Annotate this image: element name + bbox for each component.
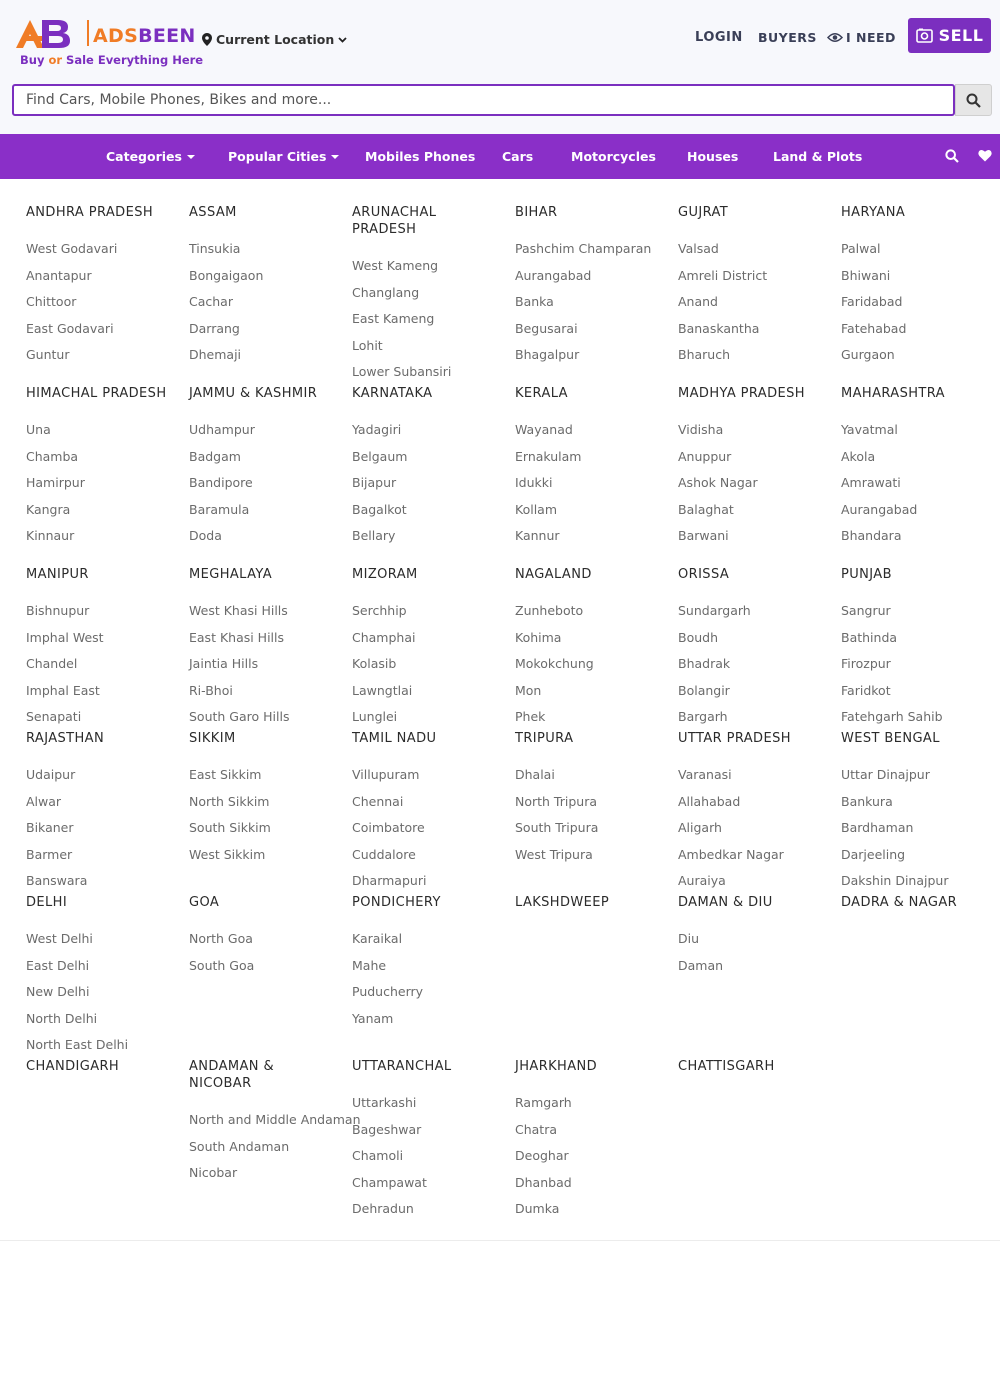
state-title[interactable]: TRIPURA [515, 731, 574, 746]
state-title[interactable]: HARYANA [841, 205, 906, 220]
city-link[interactable]: Changlang [352, 284, 420, 300]
state-block [841, 204, 991, 373]
logo-mark-icon [12, 16, 72, 50]
state-block [841, 730, 991, 899]
state-block [26, 1058, 176, 1094]
state-title[interactable]: MANIPUR [26, 567, 89, 582]
nav-categories-dropdown[interactable] [106, 149, 195, 164]
city-link[interactable]: Banaskantha [678, 320, 760, 336]
state-block [189, 566, 339, 735]
city-link[interactable]: Ernakulam [515, 448, 582, 464]
city-list [841, 421, 991, 554]
state-title[interactable]: DADRA & NAGAR [841, 895, 958, 910]
city-link[interactable]: Boudh [678, 629, 719, 645]
state-block [26, 730, 176, 899]
city-link[interactable]: Ashok Nagar [678, 475, 758, 490]
city-link[interactable]: Akola [841, 448, 876, 464]
city-list [352, 257, 502, 390]
city-link[interactable]: North Sikkim [189, 793, 270, 809]
state-title[interactable]: GUJRAT [678, 205, 729, 220]
state-title[interactable]: JHARKHAND [515, 1059, 598, 1074]
city-link[interactable]: Bagalkot [352, 501, 407, 517]
nav-mobiles-phones[interactable]: Mobiles Phones [365, 149, 476, 164]
state-block [515, 385, 665, 554]
city-link[interactable]: Bhandara [841, 528, 902, 543]
city-link[interactable]: Lower Subansiri [352, 364, 452, 379]
state-title[interactable]: PONDICHERY [352, 895, 441, 910]
city-list [352, 1094, 502, 1227]
city-link[interactable]: Uttar Dinajpur [841, 767, 930, 782]
caret-down-icon [331, 155, 339, 159]
city-link[interactable]: Phek [515, 709, 546, 724]
city-link[interactable]: East Godavari [26, 320, 114, 336]
city-list [189, 421, 339, 554]
city-link[interactable]: Ri-Bhoi [189, 682, 233, 698]
city-link[interactable]: Nicobar [189, 1165, 238, 1180]
city-link[interactable]: Bharuch [678, 347, 731, 362]
city-link[interactable]: Serchhip [352, 603, 407, 618]
city-link[interactable]: Bellary [352, 528, 396, 543]
state-title[interactable]: ORISSA [678, 567, 730, 582]
city-link[interactable]: South Sikkim [189, 820, 271, 835]
map-marker-icon [202, 33, 212, 46]
state-block [515, 204, 665, 373]
city-list [189, 602, 339, 735]
city-list [678, 930, 828, 983]
city-link[interactable]: Lohit [352, 337, 383, 353]
state-title[interactable]: JAMMU & KASHMIR [189, 386, 318, 401]
city-link[interactable]: Dhalai [515, 767, 555, 782]
city-list [678, 240, 828, 373]
city-link[interactable]: Bolangir [678, 682, 730, 698]
city-link[interactable]: Wayanad [515, 422, 573, 437]
city-link[interactable]: Imphal West [26, 629, 104, 645]
city-link[interactable]: Anand [678, 294, 718, 309]
state-block [515, 1058, 665, 1227]
state-block [352, 1058, 502, 1227]
city-link[interactable]: Yadagiri [352, 422, 402, 437]
city-link[interactable]: Bishnupur [26, 603, 90, 618]
city-list [841, 602, 991, 735]
state-block [352, 894, 502, 1036]
city-link[interactable]: Banka [515, 294, 554, 309]
city-list [352, 930, 502, 1036]
logo-separator [87, 20, 89, 46]
state-block [26, 385, 176, 554]
state-title[interactable]: NAGALAND [515, 567, 592, 582]
state-title[interactable]: MAHARASHTRA [841, 386, 945, 401]
city-link[interactable]: Diu [678, 931, 700, 946]
city-link[interactable]: Uttarkashi [352, 1095, 417, 1110]
city-link[interactable]: Dumka [515, 1201, 560, 1216]
state-title[interactable]: WEST BENGAL [841, 731, 940, 746]
state-block [678, 730, 828, 899]
city-list [26, 602, 176, 735]
city-link[interactable]: Aurangabad [841, 501, 918, 517]
state-block [678, 894, 828, 983]
city-link[interactable]: Bageshwar [352, 1121, 422, 1137]
city-link[interactable]: Mahe [352, 957, 387, 973]
state-block [841, 894, 991, 930]
nav-motorcycles[interactable]: Motorcycles [571, 149, 656, 164]
city-link[interactable]: Guntur [26, 347, 70, 362]
category-navbar [0, 134, 1000, 179]
city-link[interactable]: Dehradun [352, 1201, 414, 1216]
city-link[interactable]: North Tripura [515, 793, 598, 809]
state-title[interactable]: HIMACHAL PRADESH [26, 386, 167, 401]
city-link[interactable]: Bhiwani [841, 267, 891, 283]
city-link[interactable]: Anantapur [26, 267, 92, 283]
city-link[interactable]: Udaipur [26, 767, 76, 782]
city-link[interactable]: West Khasi Hills [189, 603, 288, 618]
city-link[interactable]: West Godavari [26, 241, 118, 256]
city-link[interactable]: Allahabad [678, 793, 741, 809]
city-link[interactable]: Udhampur [189, 422, 255, 437]
state-title[interactable]: RAJASTHAN [26, 731, 105, 746]
city-link[interactable]: Bargarh [678, 709, 728, 724]
city-link[interactable]: Belgaum [352, 448, 408, 464]
state-title[interactable]: UTTAR PRADESH [678, 731, 791, 746]
search-input[interactable] [12, 84, 955, 116]
city-link[interactable]: Palwal [841, 241, 881, 256]
city-link[interactable]: South Tripura [515, 820, 599, 835]
logo-wordmark: ADSBEEN [93, 25, 196, 47]
city-link[interactable]: North Goa [189, 931, 253, 946]
sell-button[interactable] [908, 18, 991, 53]
nav-categories-label: Categories [106, 149, 182, 164]
state-block [26, 204, 176, 373]
state-title[interactable]: LAKSHDWEEP [515, 895, 610, 910]
footer-divider [0, 1240, 1000, 1241]
state-title[interactable]: MIZORAM [352, 567, 418, 582]
city-link[interactable]: Una [26, 422, 51, 437]
buyers-link[interactable]: BUYERS [758, 30, 817, 45]
nav-cars[interactable]: Cars [502, 149, 534, 164]
site-logo[interactable] [12, 16, 204, 68]
city-link[interactable]: Faridabad [841, 294, 903, 309]
city-link[interactable]: South Garo Hills [189, 709, 290, 724]
state-block [515, 730, 665, 872]
chevron-down-icon [338, 37, 347, 43]
state-block [26, 566, 176, 735]
city-list [352, 766, 502, 899]
state-title[interactable]: DELHI [26, 895, 68, 910]
city-link[interactable]: Senapati [26, 709, 82, 724]
state-title[interactable]: DAMAN & DIU [678, 895, 773, 910]
i-need-link[interactable] [827, 30, 896, 45]
city-list [189, 930, 339, 983]
nav-popular-cities-label: Popular Cities [228, 149, 327, 164]
caret-down-icon [187, 155, 195, 159]
city-list [189, 240, 339, 373]
states-directory [0, 179, 1000, 1241]
city-link[interactable]: Vidisha [678, 422, 724, 437]
nav-search-icon[interactable] [945, 149, 959, 163]
city-link[interactable]: Dhemaji [189, 347, 242, 362]
city-link[interactable]: East Khasi Hills [189, 629, 285, 645]
city-link[interactable]: Bankura [841, 793, 893, 809]
state-title[interactable]: MADHYA PRADESH [678, 386, 805, 401]
city-link[interactable]: West Tripura [515, 846, 593, 862]
city-link[interactable]: Chamoli [352, 1148, 404, 1163]
city-link[interactable]: Sundargarh [678, 603, 751, 618]
city-link[interactable]: Aurangabad [515, 267, 592, 283]
city-link[interactable]: Begusarai [515, 320, 578, 336]
state-title[interactable]: ANDHRA PRADESH [26, 205, 154, 220]
city-list [352, 602, 502, 735]
city-link[interactable]: Jaintia Hills [189, 656, 259, 671]
state-block [841, 385, 991, 554]
state-title[interactable]: MEGHALAYA [189, 567, 273, 582]
city-link[interactable]: West Sikkim [189, 846, 266, 862]
city-link[interactable]: Champawat [352, 1174, 427, 1190]
city-link[interactable]: Tinsukia [189, 241, 241, 256]
nav-houses[interactable]: Houses [687, 149, 739, 164]
city-link[interactable]: Bhadrak [678, 656, 731, 671]
city-link[interactable]: Bongaigaon [189, 267, 264, 283]
city-link[interactable]: Darrang [189, 320, 240, 336]
city-link[interactable]: Dakshin Dinajpur [841, 873, 949, 888]
city-link[interactable]: East Sikkim [189, 767, 262, 782]
state-title[interactable]: CHATTISGARH [678, 1059, 775, 1074]
city-link[interactable]: Kolasib [352, 656, 397, 671]
city-link[interactable]: Doda [189, 528, 222, 543]
city-link[interactable]: Deoghar [515, 1148, 569, 1163]
city-link[interactable]: Idukki [515, 475, 553, 490]
city-link[interactable]: Cachar [189, 294, 233, 309]
state-block [189, 204, 339, 373]
city-link[interactable]: Karaikal [352, 931, 403, 946]
eye-icon [827, 32, 843, 43]
city-link[interactable]: Bardhaman [841, 820, 914, 835]
city-link[interactable]: Daman [678, 957, 724, 973]
city-list [678, 421, 828, 554]
city-link[interactable]: New Delhi [26, 984, 90, 999]
city-link[interactable]: Bhagalpur [515, 347, 580, 362]
top-header [0, 0, 1000, 134]
city-link[interactable]: Fatehabad [841, 320, 907, 336]
city-link[interactable]: Darjeeling [841, 846, 906, 862]
city-link[interactable]: Anuppur [678, 448, 732, 464]
camera-icon [916, 28, 933, 43]
state-block [841, 566, 991, 735]
city-link[interactable]: North East Delhi [26, 1037, 129, 1052]
city-link[interactable]: Chittoor [26, 294, 77, 309]
city-link[interactable]: Chandel [26, 656, 78, 671]
state-title[interactable]: KERALA [515, 386, 568, 401]
current-location-dropdown[interactable] [202, 32, 347, 47]
city-list [189, 1111, 361, 1191]
state-block [678, 204, 828, 373]
city-link[interactable]: Kollam [515, 501, 558, 517]
city-list [515, 766, 665, 872]
state-block [189, 1058, 361, 1191]
city-link[interactable]: Badgam [189, 448, 241, 464]
state-title[interactable]: KARNATAKA [352, 386, 433, 401]
city-link[interactable]: Kannur [515, 528, 560, 543]
city-link[interactable]: Ramgarh [515, 1095, 572, 1110]
city-link[interactable]: Chennai [352, 793, 404, 809]
login-link[interactable]: LOGIN [695, 30, 743, 45]
city-link[interactable]: Kangra [26, 501, 71, 517]
search-button[interactable] [955, 84, 992, 116]
city-link[interactable]: Barwani [678, 528, 729, 543]
state-title[interactable]: PUNJAB [841, 567, 892, 582]
logo-tagline: Buy or Sale Everything Here [20, 53, 204, 67]
city-link[interactable]: Faridkot [841, 682, 891, 698]
state-title[interactable]: GOA [189, 895, 220, 910]
state-block [352, 566, 502, 735]
city-link[interactable]: Amreli District [678, 267, 768, 283]
city-link[interactable]: West Delhi [26, 931, 93, 946]
state-title[interactable]: UTTARANCHAL [352, 1059, 452, 1074]
state-block [352, 730, 502, 899]
city-link[interactable]: Zunheboto [515, 603, 584, 618]
city-link[interactable]: Fatehgarh Sahib [841, 709, 943, 724]
city-list [841, 240, 991, 373]
heart-icon[interactable] [978, 149, 992, 162]
city-link[interactable]: North Delhi [26, 1010, 98, 1026]
city-link[interactable]: Mon [515, 682, 542, 698]
state-block [515, 894, 665, 930]
state-block [189, 894, 339, 983]
city-link[interactable]: Lawngtlai [352, 682, 413, 698]
city-link[interactable]: Coimbatore [352, 820, 425, 835]
city-link[interactable]: Dharmapuri [352, 873, 427, 888]
city-link[interactable]: Champhai [352, 629, 416, 645]
city-link[interactable]: Hamirpur [26, 475, 85, 490]
city-link[interactable]: Bandipore [189, 475, 253, 490]
state-block [189, 385, 339, 554]
city-list [678, 766, 828, 899]
state-title[interactable]: BIHAR [515, 205, 558, 220]
state-block [352, 204, 502, 390]
city-link[interactable]: Puducherry [352, 984, 424, 999]
city-link[interactable]: Cuddalore [352, 846, 416, 862]
city-list [352, 421, 502, 554]
city-link[interactable]: Yanam [352, 1010, 394, 1026]
state-block [189, 730, 339, 872]
city-list [515, 1094, 665, 1227]
city-list [678, 602, 828, 735]
city-link[interactable]: Varanasi [678, 767, 732, 782]
city-link[interactable]: Aligarh [678, 820, 722, 835]
city-link[interactable]: Chamba [26, 448, 79, 464]
city-link[interactable]: Mokokchung [515, 656, 594, 671]
city-link[interactable]: Balaghat [678, 501, 734, 517]
city-link[interactable]: Alwar [26, 793, 62, 809]
city-link[interactable]: Sangrur [841, 603, 891, 618]
city-link[interactable]: Villupuram [352, 767, 420, 782]
city-link[interactable]: Yavatmal [841, 422, 898, 437]
city-link[interactable]: East Delhi [26, 957, 90, 973]
city-list [26, 421, 176, 554]
city-list [26, 766, 176, 899]
city-link[interactable]: Chatra [515, 1121, 558, 1137]
city-link[interactable]: Imphal East [26, 682, 100, 698]
city-list [515, 240, 665, 373]
city-list [841, 766, 991, 899]
city-link[interactable]: West Kameng [352, 258, 439, 273]
state-block [352, 385, 502, 554]
city-link[interactable]: Banswara [26, 873, 88, 888]
city-link[interactable]: Lunglei [352, 709, 398, 724]
city-link[interactable]: Valsad [678, 241, 719, 256]
city-list [26, 240, 176, 373]
state-title[interactable]: ARUNACHAL PRADESH [352, 205, 437, 237]
city-list [26, 930, 176, 1063]
city-link[interactable]: Bathinda [841, 629, 898, 645]
sell-label: SELL [938, 26, 984, 45]
city-link[interactable]: South Andaman [189, 1138, 290, 1154]
i-need-label: I NEED [846, 30, 896, 45]
state-title[interactable]: TAMIL NADU [352, 731, 437, 746]
state-title[interactable]: ASSAM [189, 205, 237, 220]
nav-popular-cities-dropdown[interactable] [228, 149, 339, 164]
city-link[interactable]: East Kameng [352, 311, 435, 326]
city-link[interactable]: Firozpur [841, 656, 891, 671]
city-link[interactable]: Kohima [515, 629, 562, 645]
nav-land-plots[interactable]: Land & Plots [773, 149, 863, 164]
state-title[interactable]: CHANDIGARH [26, 1059, 120, 1074]
city-link[interactable]: Dhanbad [515, 1174, 572, 1190]
state-block [678, 385, 828, 554]
city-link[interactable]: North and Middle Andaman [189, 1112, 361, 1127]
city-link[interactable]: Pashchim Champaran [515, 241, 652, 256]
state-block [515, 566, 665, 735]
city-list [189, 766, 339, 872]
state-title[interactable]: ANDAMAN & NICOBAR [189, 1059, 274, 1091]
search-bar [12, 84, 992, 116]
city-link[interactable]: Kinnaur [26, 528, 75, 543]
current-location-label: Current Location [216, 32, 335, 47]
city-link[interactable]: Baramula [189, 501, 250, 517]
city-link[interactable]: Barmer [26, 846, 73, 862]
city-list [515, 421, 665, 554]
state-block [678, 1058, 828, 1094]
search-icon [966, 93, 981, 108]
city-link[interactable]: Auraiya [678, 873, 726, 888]
city-link[interactable]: Bijapur [352, 475, 397, 490]
state-block [678, 566, 828, 735]
city-link[interactable]: South Goa [189, 957, 255, 973]
city-link[interactable]: Amrawati [841, 475, 901, 490]
state-title[interactable]: SIKKIM [189, 731, 236, 746]
city-link[interactable]: Bikaner [26, 820, 74, 835]
state-block [26, 894, 176, 1063]
city-list [515, 602, 665, 735]
city-link[interactable]: Ambedkar Nagar [678, 846, 784, 862]
city-link[interactable]: Gurgaon [841, 347, 895, 362]
